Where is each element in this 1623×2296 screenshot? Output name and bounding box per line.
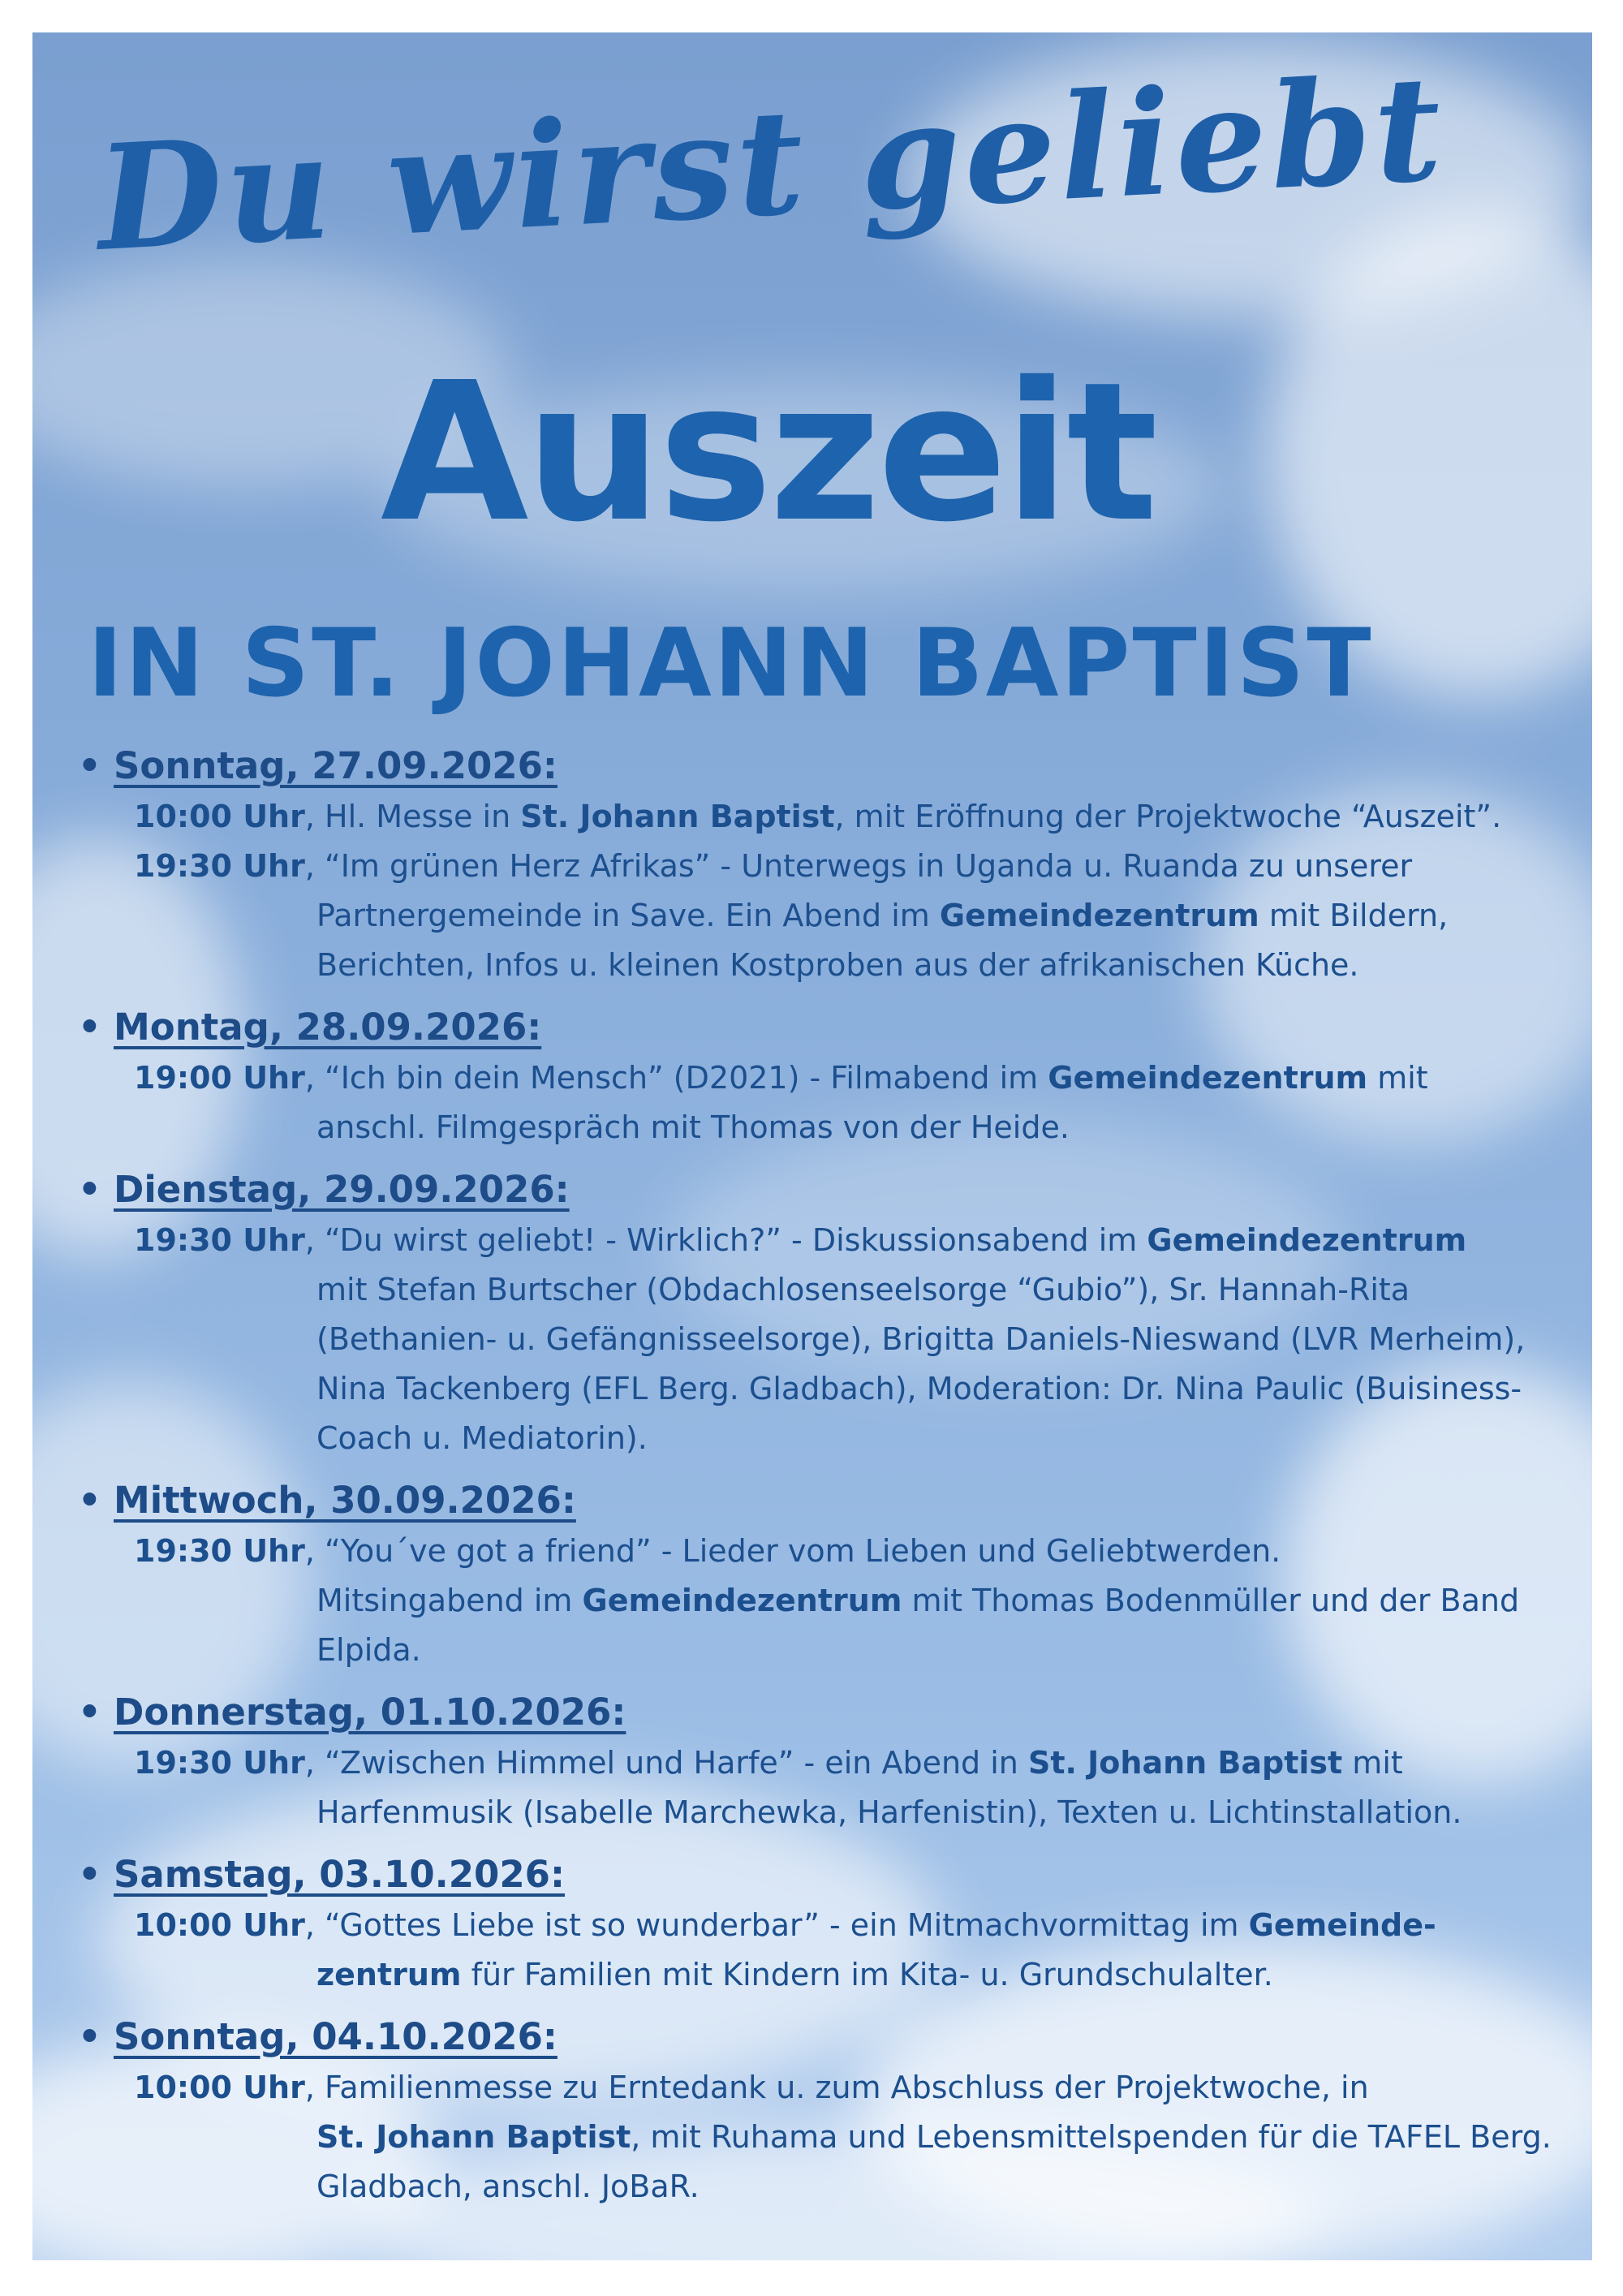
event-time: 10:00 Uhr [134, 1907, 305, 1943]
event-text-bold: Gemeindezentrum [939, 898, 1259, 933]
event-time: 10:00 Uhr [134, 2070, 305, 2105]
day-heading-label: Samstag, 03.10.2026: [114, 1853, 565, 1896]
schedule-day [65, 1164, 1574, 1463]
event-text: Nina Tackenberg (EFL Berg. Gladbach), Moderation: Dr. Nina Paulic (Buisiness- [316, 1371, 1522, 1406]
day-heading [65, 1475, 1574, 1527]
event-description-line [316, 1950, 1574, 2000]
event-text: mit Stefan Burtscher (Obdachlosenseelsorge “Gubio”), Sr. Hannah-Rita [316, 1272, 1410, 1307]
event-text: mit [1342, 1745, 1403, 1781]
event-text-bold: St. Johann Baptist [520, 799, 835, 834]
event-description-line [316, 1414, 1574, 1463]
event-time: 19:00 Uhr [134, 1060, 305, 1096]
event-description-line [316, 1788, 1574, 1837]
event-time: 19:30 Uhr [134, 1222, 305, 1258]
event-text-bold: Gemeindezentrum [1048, 1060, 1368, 1096]
event-text: mit [1367, 1060, 1428, 1096]
event-description-line [305, 1533, 1281, 1569]
event-description-line [316, 941, 1574, 990]
event-text-bold: Gemeindezentrum [1147, 1222, 1467, 1258]
event-description-line [305, 799, 1501, 834]
event-description [134, 848, 1574, 990]
event-text: mit Thomas Bodenmüller und der Band [902, 1583, 1520, 1618]
event-text-bold: zentrum [316, 1957, 462, 1992]
event-description-line [316, 1364, 1574, 1414]
event-description-line [305, 1222, 1466, 1258]
day-heading-label: Sonntag, 27.09.2026: [114, 744, 558, 787]
event-description-line [305, 1745, 1403, 1781]
event-description [134, 1745, 1574, 1837]
event-item [134, 792, 1574, 842]
schedule-day [65, 1849, 1574, 2000]
event-item [134, 1901, 1574, 2000]
event-text: , “Im grünen Herz Afrikas” - Unterwegs in Uganda u. Ruanda zu unserer [304, 848, 1413, 884]
bullet-icon: • [78, 744, 101, 787]
event-text: , “Gottes Liebe ist so wunderbar” - ein Mitmachvormittag im [304, 1907, 1249, 1943]
schedule-day [65, 1002, 1574, 1152]
event-description-line [305, 1060, 1428, 1096]
event-text: , mit Eröffnung der Projektwoche “Auszeit”. [834, 799, 1502, 834]
event-text: , Familienmesse zu Erntedank u. zum Abschluss der Projektwoche, in [304, 2070, 1369, 2105]
day-heading-label: Mittwoch, 30.09.2026: [114, 1479, 576, 1522]
event-description-line [316, 2113, 1574, 2162]
event-text: Berichten, Infos u. kleinen Kostproben aus der afrikanischen Küche. [316, 947, 1359, 983]
event-description-line [316, 1315, 1574, 1364]
event-item [134, 1527, 1574, 1675]
event-time: 19:30 Uhr [134, 848, 305, 884]
event-text: , mit Ruhama und Lebensmittelspenden für die TAFEL Berg. [631, 2119, 1552, 2155]
event-time: 19:30 Uhr [134, 1533, 305, 1569]
day-heading [65, 1164, 1574, 1216]
event-description [134, 1907, 1574, 2000]
event-text: Mitsingabend im [316, 1583, 583, 1618]
event-text: anschl. Filmgespräch mit Thomas von der Heide. [316, 1109, 1070, 1145]
event-description-line [316, 1626, 1574, 1675]
bullet-icon: • [78, 1479, 101, 1522]
event-item [134, 1216, 1574, 1463]
day-heading [65, 1849, 1574, 1901]
event-text-bold: St. Johann Baptist [316, 2119, 631, 2155]
event-text: für Familien mit Kindern im Kita- u. Grundschulalter. [461, 1957, 1273, 1992]
script-title: Du wirst geliebt [93, 43, 1449, 283]
bullet-icon: • [78, 2015, 101, 2058]
event-item [134, 1053, 1574, 1152]
event-description-line [316, 2162, 1574, 2212]
event-text: Harfenmusik (Isabelle Marchewka, Harfenistin), Texten u. Lichtinstallation. [316, 1794, 1462, 1830]
event-description [134, 1222, 1574, 1463]
day-heading [65, 1002, 1574, 1053]
schedule-day [65, 740, 1574, 990]
event-text: , “Ich bin dein Mensch” (D2021) - Filmabend im [304, 1060, 1048, 1096]
event-item [134, 2063, 1574, 2212]
schedule-day [65, 1475, 1574, 1675]
page-title: Auszeit [380, 341, 1156, 564]
bullet-icon: • [78, 1168, 101, 1211]
schedule-day [65, 2011, 1574, 2212]
event-text: Gladbach, anschl. JoBaR. [316, 2169, 700, 2204]
event-schedule [65, 740, 1574, 2223]
event-text: , Hl. Messe in [304, 799, 521, 834]
event-text: mit Bildern, [1259, 898, 1449, 933]
bullet-icon: • [78, 1691, 101, 1734]
event-time: 19:30 Uhr [134, 1745, 305, 1781]
bullet-icon: • [78, 1853, 101, 1896]
event-text-bold: Gemeindezentrum [582, 1583, 902, 1618]
day-heading-label: Montag, 28.09.2026: [114, 1006, 542, 1049]
event-description-line [305, 2070, 1369, 2105]
day-heading-label: Donnerstag, 01.10.2026: [114, 1691, 626, 1734]
event-text: Coach u. Mediatorin). [316, 1420, 648, 1456]
event-text-bold: St. Johann Baptist [1027, 1745, 1343, 1781]
event-description [134, 1533, 1574, 1675]
bullet-icon: • [78, 1006, 101, 1049]
day-heading [65, 2011, 1574, 2063]
event-description [134, 2070, 1574, 2212]
event-description-line [305, 1907, 1436, 1943]
day-heading-label: Dienstag, 29.09.2026: [114, 1168, 570, 1211]
event-text: , “Du wirst geliebt! - Wirklich?” - Diskussionsabend im [304, 1222, 1147, 1258]
event-item [134, 842, 1574, 990]
page-subtitle: IN ST. JOHANN BAPTIST [88, 609, 1374, 718]
schedule-day [65, 1686, 1574, 1837]
event-description-line [316, 891, 1574, 941]
event-time: 10:00 Uhr [134, 799, 305, 834]
event-text: (Bethanien- u. Gefängnisseelsorge), Brigitta Daniels-Nieswand (LVR Merheim), [316, 1321, 1526, 1357]
event-text: , “You´ve got a friend” - Lieder vom Lieben und Geliebtwerden. [304, 1533, 1281, 1569]
event-item [134, 1738, 1574, 1837]
event-text: Partnergemeinde in Save. Ein Abend im [316, 898, 940, 933]
event-description [134, 1060, 1574, 1152]
event-description-line [305, 848, 1412, 884]
event-description-line [316, 1103, 1574, 1152]
event-text-bold: Gemeinde- [1248, 1907, 1436, 1943]
event-text: , “Zwischen Himmel und Harfe” - ein Abend in [304, 1745, 1028, 1781]
poster [32, 32, 1592, 2260]
day-heading-label: Sonntag, 04.10.2026: [114, 2015, 558, 2058]
event-description-line [316, 1576, 1574, 1626]
event-text: Elpida. [316, 1632, 421, 1668]
day-heading [65, 740, 1574, 792]
day-heading [65, 1686, 1574, 1738]
event-description-line [316, 1265, 1574, 1315]
event-description [305, 799, 1501, 834]
